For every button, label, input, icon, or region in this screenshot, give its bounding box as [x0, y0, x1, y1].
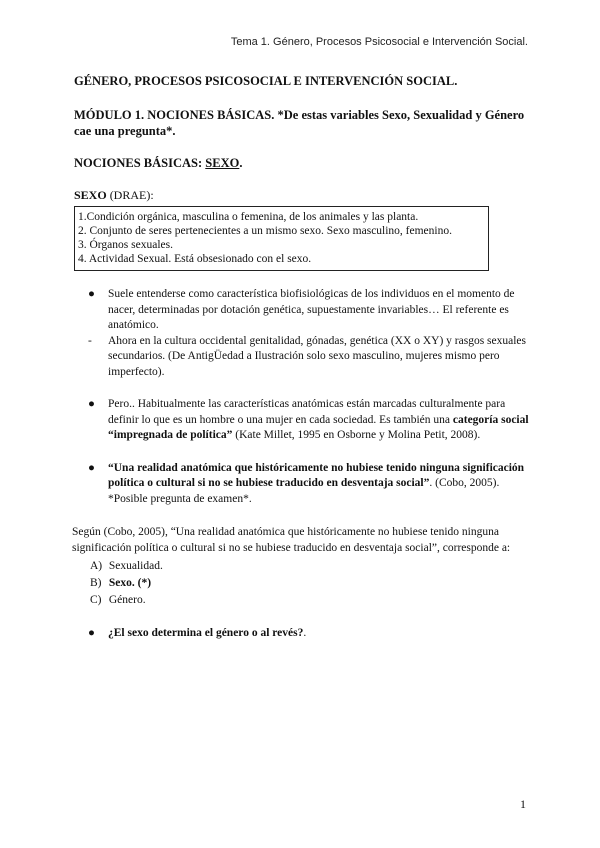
- module-label: MÓDULO 1. NOCIONES BÁSICAS.: [74, 108, 275, 122]
- term-source: (DRAE):: [106, 188, 154, 202]
- bullet-bold-text: categoría social “impregnada de política”: [108, 413, 529, 441]
- bullet-text: Pero.. Habitualmente las características anatómicas están marcadas culturalmente para definir lo que es un hombre o una mujer en cada sociedad. Es también una: [108, 398, 506, 426]
- bullet-text: (Kate Millet, 1995 en Osborne y Molina Petit, 2008).: [232, 429, 481, 441]
- bullet-item: [74, 287, 534, 334]
- running-header: Tema 1. Género, Procesos Psicosocial e Intervención Social.: [230, 36, 528, 48]
- bullet-text: Suele entenderse como característica biofisiológicas de los individuos en el momento de nacer, determinadas por dotación genética, supuestamente invariables… El referente es anatómico.: [108, 288, 515, 331]
- option-letter: B): [90, 577, 102, 589]
- term-line: [74, 188, 534, 203]
- bullet-dot-icon: ●: [88, 288, 95, 300]
- bullet-bold-text: “Una realidad anatómica que históricamente no hubiese tenido ninguna significación política o cultural si no se hubiese traducido en desventaja social”: [108, 461, 525, 489]
- term-word: SEXO: [74, 188, 107, 202]
- exam-question: Según (Cobo, 2005), “Una realidad anatómica que históricamente no hubiese tenido ninguna significación política o cultural si no se hubiese traducido en desventaja social”, corresponde a:: [72, 526, 511, 554]
- bullet-dot-icon: ●: [88, 627, 95, 639]
- section-heading: [74, 156, 534, 171]
- final-bullet-list: [74, 626, 534, 642]
- definition-item: 4. Actividad Sexual. Está obsesionado con el sexo.: [78, 253, 312, 265]
- bullet-dot-icon: ●: [88, 398, 95, 410]
- bullet-text: Ahora en la cultura occidental genitalidad, gónadas, genética (XX o XY) y rasgos sexuales secundarios. (De AntigÜedad a Ilustración solo sexo masculino, mujeres mismo pero imperfecto).: [108, 334, 527, 378]
- option-letter: C): [90, 594, 102, 606]
- option-text: Sexualidad.: [108, 560, 163, 572]
- document-body: [74, 64, 534, 642]
- bullet-item: [74, 397, 534, 444]
- section-term: SEXO: [205, 156, 240, 170]
- bullet-dot-icon: ●: [88, 461, 95, 474]
- module-heading: [74, 107, 534, 139]
- option-letter: A): [90, 560, 103, 572]
- answer-option: [74, 592, 534, 609]
- definition-item: 2. Conjunto de seres pertenecientes a un mismo sexo. Sexo masculino, femenino.: [78, 225, 452, 237]
- answer-options: [74, 558, 534, 609]
- definition-box: [74, 206, 489, 271]
- definition-item: 3. Órganos sexuales.: [78, 239, 173, 251]
- bullet-list: [74, 287, 534, 507]
- bullet-text: .: [303, 627, 307, 639]
- section-suffix: .: [239, 156, 243, 170]
- option-text: Género.: [108, 594, 146, 606]
- option-text: Sexo. (*): [108, 577, 152, 589]
- document-title: GÉNERO, PROCESOS PSICOSOCIAL E INTERVENCIÓN SOCIAL.: [74, 74, 458, 88]
- definition-item: 1.Condición orgánica, masculina o femenina, de los animales y las planta.: [78, 211, 419, 223]
- bullet-bold-text: ¿El sexo determina el género o al revés?: [108, 627, 304, 639]
- module-note: *De estas variables Sexo, Sexualidad y Género cae una pregunta*.: [74, 108, 525, 138]
- bullet-item: [74, 626, 534, 642]
- bullet-item: [74, 461, 534, 508]
- answer-option: [74, 558, 534, 575]
- dash-icon: -: [88, 334, 92, 347]
- answer-option: [74, 575, 534, 592]
- page-number: 1: [520, 797, 526, 811]
- bullet-item: [74, 334, 534, 381]
- section-prefix: NOCIONES BÁSICAS:: [74, 156, 206, 170]
- bullet-text: . (Cobo, 2005). *Posible pregunta de examen*.: [108, 477, 500, 505]
